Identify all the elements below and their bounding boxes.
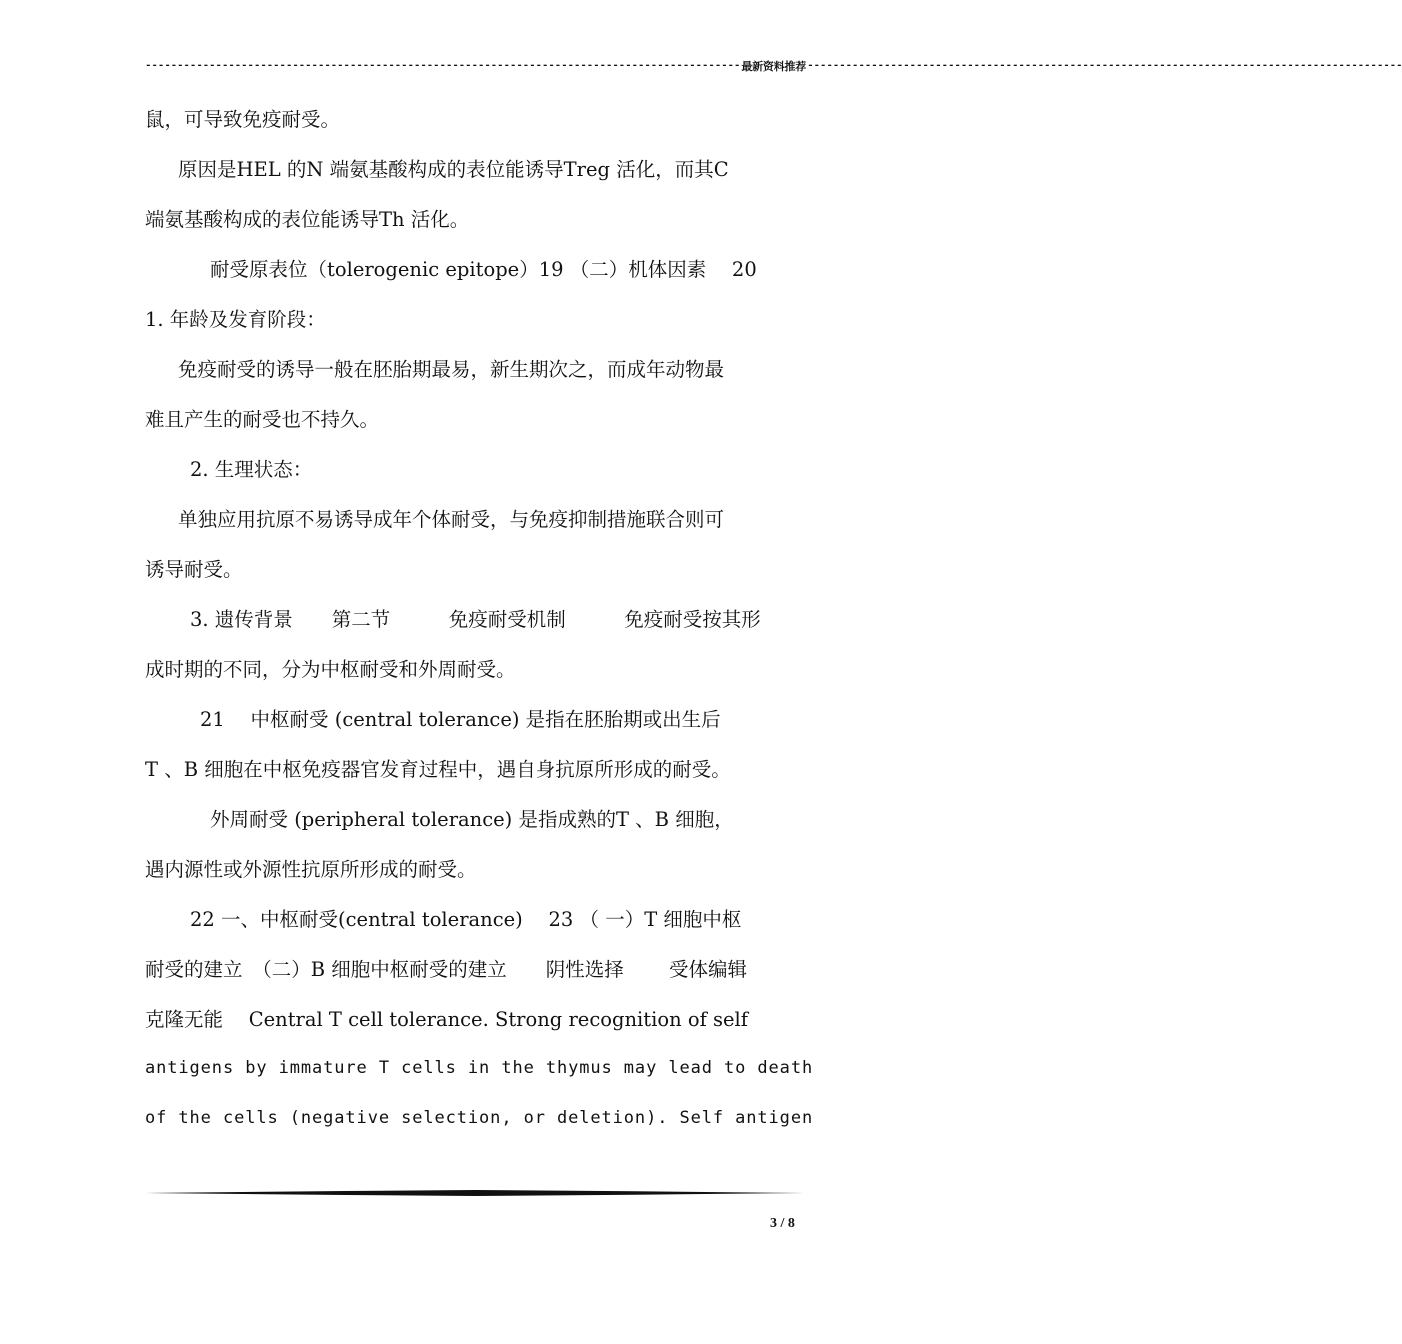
text-line: 1. 年龄及发育阶段： <box>145 308 326 331</box>
text-line: 端氨基酸构成的表位能诱导Th 活化。 <box>145 208 470 231</box>
text-line: 21 中枢耐受 (central tolerance) 是指在胚胎期或出生后 <box>200 708 721 731</box>
header-right-rule: --------------------------------------------------------------------------------------------- <box>807 60 1402 72</box>
text-line: 耐受的建立 （二）B 细胞中枢耐受的建立 阴性选择 受体编辑 <box>145 958 747 981</box>
page-number: 3 / 8 <box>770 1216 795 1231</box>
text-line: 遇内源性或外源性抗原所形成的耐受。 <box>145 858 477 881</box>
text-line: 外周耐受 (peripheral tolerance) 是指成熟的T 、B 细胞， <box>210 808 734 831</box>
text-line: 22 一、中枢耐受(central tolerance) 23 （ 一）T 细胞中枢 <box>190 908 742 931</box>
text-line: 免疫耐受的诱导一般在胚胎期最易，新生期次之，而成年动物最 <box>178 358 725 381</box>
footer-rule <box>145 1190 805 1196</box>
text-line: 原因是HEL 的N 端氨基酸构成的表位能诱导Treg 活化，而其C <box>178 158 729 181</box>
text-line: 2. 生理状态： <box>190 458 313 481</box>
text-line: 耐受原表位（tolerogenic epitope）19 （二）机体因素 20 <box>210 258 757 281</box>
text-line: 鼠，可导致免疫耐受。 <box>145 108 341 131</box>
text-line: 3. 遗传背景 第二节 免疫耐受机制 免疫耐受按其形 <box>190 608 761 631</box>
text-line: of the cells (negative selection, or deletion). Self antigen <box>145 1108 814 1128</box>
text-line: 克隆无能 Central T cell tolerance. Strong recognition of self <box>145 1008 749 1031</box>
text-line: 难且产生的耐受也不持久。 <box>145 408 380 431</box>
header-left-rule: --------------------------------------------------------------------------------------------- <box>145 60 741 72</box>
text-line: antigens by immature T cells in the thymus may lead to death <box>145 1058 814 1078</box>
text-line: 单独应用抗原不易诱导成年个体耐受，与免疫抑制措施联合则可 <box>178 508 725 531</box>
page-header <box>145 58 1402 74</box>
text-line: 成时期的不同，分为中枢耐受和外周耐受。 <box>145 658 516 681</box>
text-line: T 、B 细胞在中枢免疫器官发育过程中，遇自身抗原所形成的耐受。 <box>145 758 731 781</box>
text-line: 诱导耐受。 <box>145 558 243 581</box>
header-title: 最新资料推荐 <box>741 60 807 73</box>
